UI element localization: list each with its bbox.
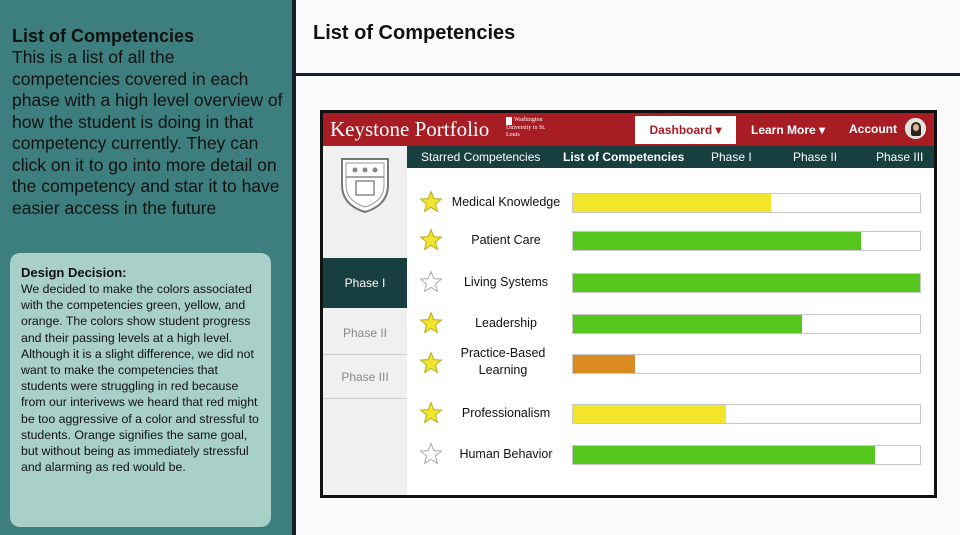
sub-navbar bbox=[407, 146, 934, 168]
tab-phase-iii[interactable]: Phase III bbox=[876, 150, 924, 164]
design-decision-title: Design Decision: bbox=[21, 265, 127, 280]
annotation-title: List of Competencies bbox=[12, 26, 195, 46]
nav-learn-more[interactable]: Learn More ▾ bbox=[751, 123, 826, 137]
competency-label[interactable]: Professionalism bbox=[461, 406, 551, 420]
competency-row[interactable] bbox=[407, 303, 934, 343]
competency-label[interactable]: Living Systems bbox=[463, 275, 549, 289]
star-icon[interactable] bbox=[419, 190, 443, 214]
sidebar-item-phase-ii[interactable]: Phase II bbox=[323, 311, 407, 355]
star-icon[interactable] bbox=[419, 401, 443, 425]
competency-row[interactable] bbox=[407, 220, 934, 260]
progress-bar-fill bbox=[573, 355, 635, 373]
star-icon[interactable] bbox=[419, 228, 443, 252]
sidebar-item-phase-iii[interactable]: Phase III bbox=[323, 355, 407, 399]
competency-label[interactable]: Practice-Based Learning bbox=[460, 346, 546, 377]
page-title: List of Competencies bbox=[313, 22, 516, 44]
phase-sidebar bbox=[323, 146, 407, 498]
progress-bar[interactable] bbox=[572, 273, 921, 293]
horizontal-divider bbox=[296, 73, 960, 76]
university-seal-icon bbox=[506, 117, 556, 141]
star-icon[interactable] bbox=[419, 351, 443, 375]
progress-bar-fill bbox=[573, 405, 726, 423]
progress-bar-fill bbox=[573, 194, 771, 212]
design-decision-text: We decided to make the colors associated with the competencies green, yellow, and orange. The colors show student progress and their passing levels at a high level. Although it is a slight difference, we did not want to make the competencies that students were struggling in red because from our interivews we heard that red might be too aggressive of a color and stressful to students. Orange signifies the same goal, but without being as immediately stressful and alarming as red would be. bbox=[21, 282, 259, 475]
star-icon[interactable] bbox=[419, 311, 443, 335]
top-navbar bbox=[323, 113, 934, 146]
avatar[interactable] bbox=[905, 118, 926, 139]
nav-dashboard[interactable]: Dashboard ▾ bbox=[635, 116, 736, 144]
progress-bar[interactable] bbox=[572, 404, 921, 424]
seal-text: Washington University in St. Louis bbox=[506, 117, 546, 138]
competency-label[interactable]: Medical Knowledge bbox=[451, 195, 561, 209]
tab-starred-competencies[interactable]: Starred Competencies bbox=[421, 150, 541, 164]
competency-row[interactable] bbox=[407, 343, 934, 383]
design-decision-box bbox=[10, 253, 271, 527]
progress-bar[interactable] bbox=[572, 445, 921, 465]
sidebar-item-phase-i[interactable]: Phase I bbox=[323, 258, 407, 308]
annotation-description: This is a list of all the competencies covered in each phase with a high level overview of how the student is doing in that competency currently. They can click on it to go into more detail on the competency and star it to have easier access in the future bbox=[12, 47, 283, 218]
vertical-divider bbox=[292, 0, 296, 535]
competency-row[interactable] bbox=[407, 262, 934, 302]
star-icon[interactable] bbox=[419, 442, 443, 466]
competency-row[interactable] bbox=[407, 393, 934, 433]
progress-bar-fill bbox=[573, 315, 802, 333]
competency-row[interactable] bbox=[407, 182, 934, 222]
brand-logo[interactable]: Keystone Portfolio bbox=[330, 117, 490, 141]
app-mockup bbox=[320, 110, 937, 498]
progress-bar-fill bbox=[573, 232, 861, 250]
star-icon[interactable] bbox=[419, 270, 443, 294]
progress-bar[interactable] bbox=[572, 354, 921, 374]
progress-bar-fill bbox=[573, 446, 875, 464]
shield-icon bbox=[338, 155, 392, 215]
progress-bar[interactable] bbox=[572, 193, 921, 213]
tab-list-of-competencies[interactable]: List of Competencies bbox=[563, 150, 685, 164]
competency-label[interactable]: Patient Care bbox=[471, 233, 541, 247]
tab-phase-i[interactable]: Phase I bbox=[711, 150, 752, 164]
competency-label[interactable]: Leadership bbox=[475, 316, 537, 330]
annotation-panel bbox=[0, 0, 292, 535]
nav-account[interactable]: Account bbox=[849, 122, 897, 136]
progress-bar[interactable] bbox=[572, 314, 921, 334]
progress-bar[interactable] bbox=[572, 231, 921, 251]
tab-phase-ii[interactable]: Phase II bbox=[793, 150, 838, 164]
competency-row[interactable] bbox=[407, 434, 934, 474]
competency-label[interactable]: Human Behavior bbox=[459, 447, 553, 461]
progress-bar-fill bbox=[573, 274, 920, 292]
